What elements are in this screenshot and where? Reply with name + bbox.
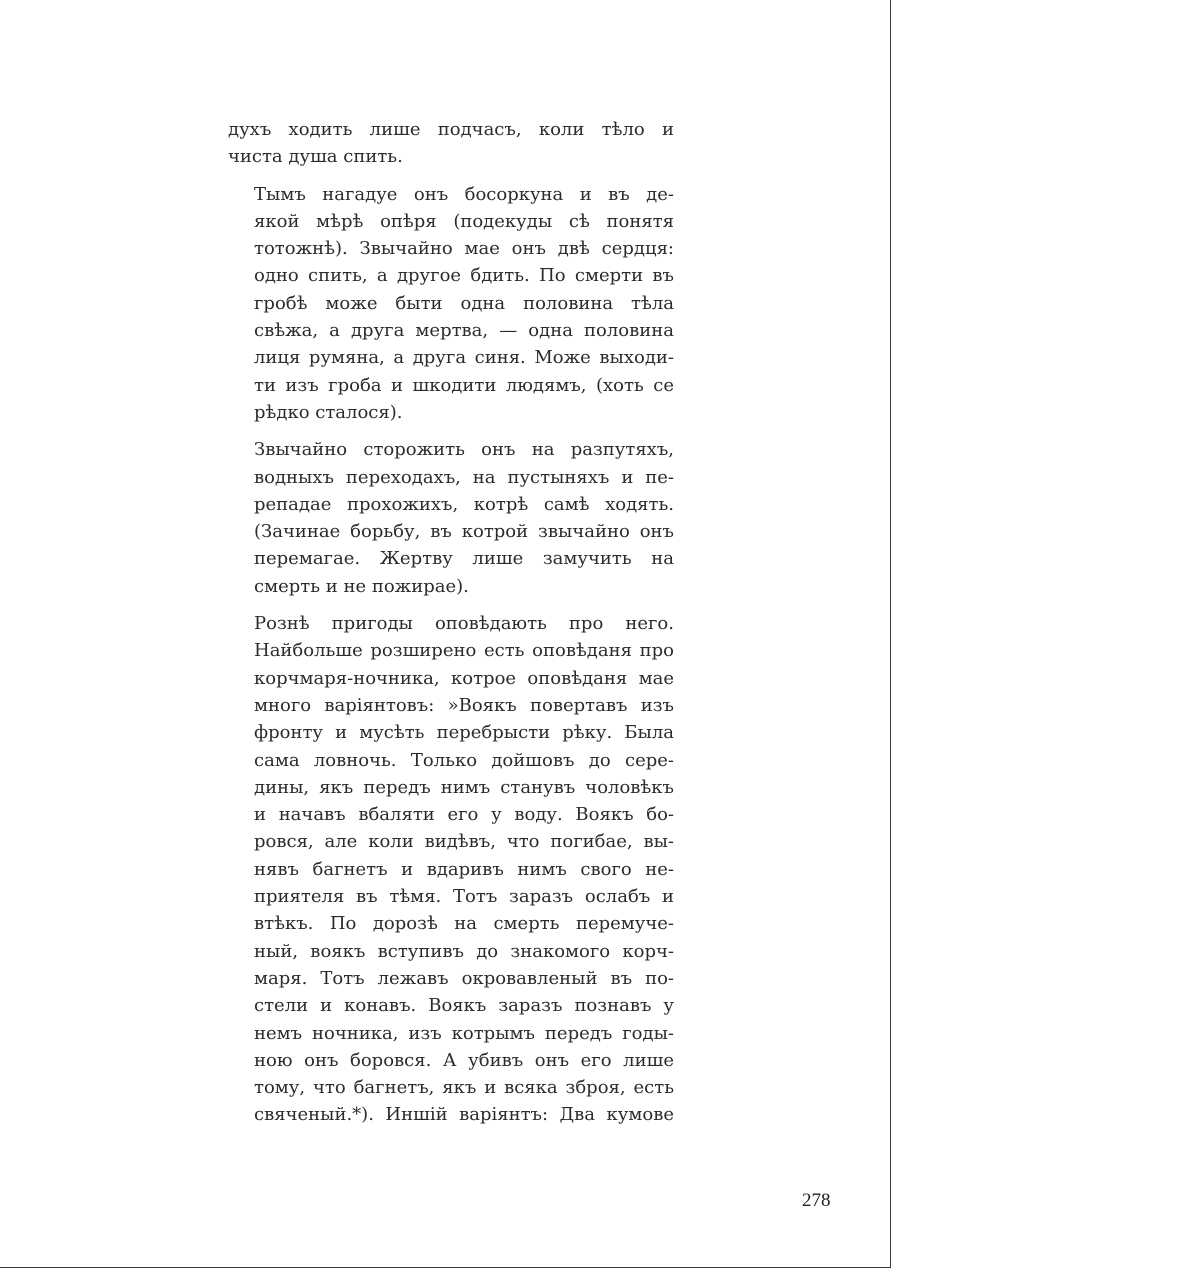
text-line: тому, что багнетъ, якъ и всяка зброя, есть (254, 1077, 674, 1099)
text-line: много варіянтовъ: »Воякъ повертавъ изъ (254, 694, 674, 716)
text-line: нявъ багнетъ и вдаривъ нимъ свого не- (254, 858, 674, 880)
text-line: духъ ходить лише подчасъ, коли тѣло и (228, 119, 674, 140)
paragraph-3 (228, 436, 674, 600)
text-line: лиця румяна, а друга синя. Може выходи- (254, 347, 674, 369)
paragraph-2 (228, 181, 674, 427)
text-line: ти изъ гроба и шкодити людямъ, (хоть се (254, 374, 674, 396)
text-line: одно спить, а другое бдить. По смерти въ (254, 265, 674, 287)
text-line: (Зачинае борьбу, въ котрой звычайно онъ (254, 521, 674, 543)
paragraph-4 (228, 610, 674, 1129)
text-line: рѣдко сталося). (254, 401, 403, 423)
text-line: тотожнѣ). Звычайно мае онъ двѣ сердця: (254, 238, 674, 260)
text-line: втѣкъ. По дорозѣ на смерть перемуче- (254, 913, 674, 935)
text-line: свѣжа, а друга мертва, — одна половина (254, 320, 674, 342)
text-line: смерть и не пожирае). (254, 575, 469, 597)
text-line: свяченый.*). Иншій варіянтъ: Два кумове (254, 1104, 674, 1126)
text-line: приятеля въ тѣмя. Тотъ заразъ ослабъ и (254, 886, 674, 908)
text-line: гробѣ може быти одна половина тѣла (254, 292, 674, 314)
text-line: фронту и мусѣть перебрысти рѣку. Была (254, 722, 674, 744)
text-line: Найбольше розширено есть оповѣданя про (254, 640, 674, 662)
text-line: немъ ночника, изъ котрымъ передъ годы- (254, 1022, 674, 1044)
text-line: корчмаря-ночника, котрое оповѣданя мае (254, 667, 674, 689)
text-line: Звычайно сторожить онъ на разпутяхъ, (254, 439, 674, 461)
text-line: ровся, але коли видѣвъ, что погибае, вы- (254, 831, 674, 853)
text-line: дины, якъ передъ нимъ станувъ чоловѣкъ (254, 776, 674, 798)
paragraph-1 (228, 116, 674, 171)
text-line: Рознѣ пригоды оповѣдають про него. (254, 613, 674, 635)
text-line: ный, воякъ вступивъ до знакомого корч- (254, 940, 674, 962)
text-line: чиста душа спить. (228, 146, 403, 168)
page-number: 278 (802, 1190, 831, 1211)
text-line: якой мѣрѣ опѣря (подекуды сѣ понятя (254, 210, 674, 232)
text-line: водныхъ переходахъ, на пустыняхъ и пе- (254, 466, 674, 488)
text-line: и начавъ вбаляти его у воду. Воякъ бо- (254, 804, 674, 826)
body-text (228, 116, 674, 1129)
text-line: Тымъ нагадуе онъ босоркуна и въ де- (254, 183, 674, 205)
text-line: ною онъ боровся. А убивъ онъ его лише (254, 1049, 674, 1071)
text-line: маря. Тотъ лежавъ окровавленый въ по- (254, 967, 674, 989)
text-line: репадае прохожихъ, котрѣ самѣ ходять. (254, 493, 674, 515)
text-line: перемагае. Жертву лише замучить на (254, 548, 674, 570)
text-line: сама ловночь. Только дойшовъ до сере- (254, 749, 674, 771)
text-line: стели и конавъ. Воякъ заразъ познавъ у (254, 995, 674, 1017)
